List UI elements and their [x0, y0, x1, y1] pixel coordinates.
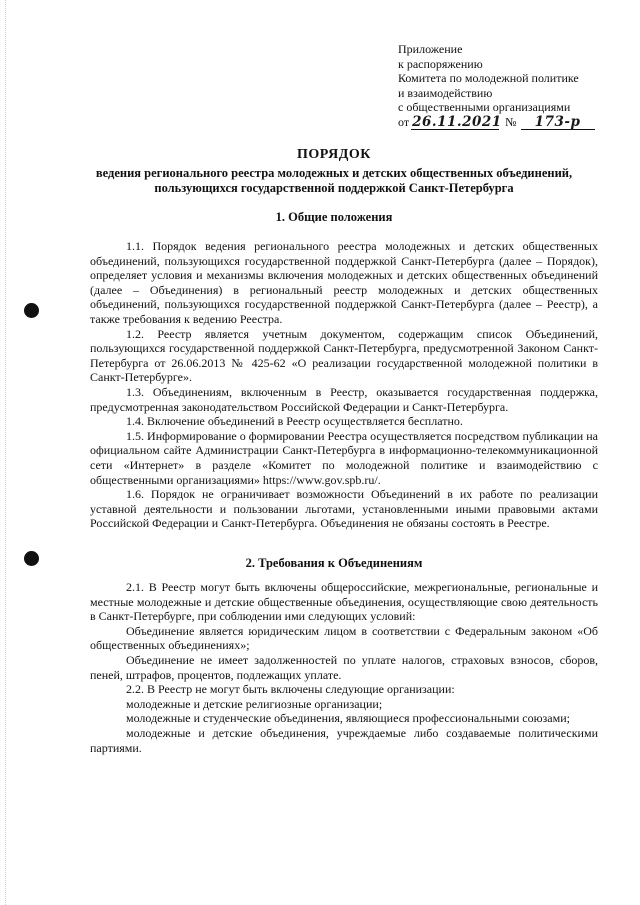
appendix-block [398, 42, 595, 130]
appendix-line-1: Приложение [398, 42, 463, 56]
appendix-date-line [398, 115, 595, 130]
paragraph-2-1: 2.1. В Реестр могут быть включены общероссийские, межрегиональные, региональные и местные молодежные и детские общественные объединения, осуществляющие свою деятельность в Санкт-Петербурге, при соблюдении ими следующих условий: [90, 580, 598, 624]
appendix-line-3: Комитета по молодежной политике [398, 71, 579, 86]
paragraph-1-2: 1.2. Реестр является учетным документом, содержащим список Объединений, пользующихся государственной поддержкой Санкт-Петербурга, предусмотренной Законом Санкт-Петербурга от 26.06.2013 № 425-62 «О реализации государственной молодежной политики в Санкт-Петербурге». [90, 326, 598, 385]
section-1-heading: 1. Общие положения [275, 210, 393, 224]
punch-hole-bottom [24, 551, 39, 566]
section-2-heading: 2. Требования к Объединениям [245, 556, 423, 570]
paragraph-1-6: 1.6. Порядок не ограничивает возможности Объединений в их работе по реализации уставной деятельности и пользовании льготами, установленными иными правовыми актами Российской Федерации и Санкт-Петербурга. Объединения не обязаны состоять в Реестре. [90, 487, 598, 531]
appendix-line-4: и взаимодействию [398, 85, 493, 100]
paragraph-1-1: 1.1. Порядок ведения регионального реестра молодежных и детских общественных объединений, пользующихся государственной поддержкой Санкт-Петербурга (далее – Порядок), определяет условия и механизмы включения молодежных и детских общественных объединений (далее – Объединения) в региональный реестр молодежных и детских общественных объединений, пользующихся государственной поддержкой Санкт-Петербурга (далее – Реестр), а также требования к ведению Реестра. [90, 239, 598, 326]
document-title: ПОРЯДОК [297, 147, 371, 162]
paragraph-1-5: 1.5. Информирование о формировании Реестра осуществляется посредством публикации на официальном сайте Администрации Санкт-Петербурга в информационно-телекоммуникационной сети «Интернет» в разделе «Комитет по молодежной политике и взаимодействию с общественными организациями» https://www.gov.spb.ru/. [90, 428, 598, 487]
document-subtitle: ведения регионального реестра молодежных и детских общественных объединений, пользующихся государственной поддержкой Санкт-Петербурга [95, 166, 573, 195]
appendix-line-5: с общественными организациями [398, 100, 571, 115]
appendix-line-2: к распоряжению [398, 56, 483, 71]
paragraph-1-3: 1.3. Объединениям, включенным в Реестр, оказывается государственная поддержка, предусмотренная законодательством Российской Федерации и Санкт-Петербурга. [90, 384, 598, 414]
scan-edge [5, 0, 6, 905]
handwritten-number: 173-р [521, 115, 595, 130]
exclusion-unions: молодежные и студенческие объединения, являющиеся профессиональными союзами; [126, 711, 570, 726]
condition-no-debts: Объединение не имеет задолженностей по уплате налогов, страховых взносов, сборов, пеней, штрафов, процентов, подлежащих уплате. [90, 652, 598, 682]
handwritten-date: 26.11.2021 [412, 113, 502, 130]
exclusion-religious: молодежные и детские религиозные организации; [126, 696, 383, 711]
punch-hole-top [24, 303, 39, 318]
section-2-body [90, 580, 598, 755]
paragraph-2-2: 2.2. В Реестр не могут быть включены следующие организации: [126, 682, 455, 697]
date-prefix: от [398, 115, 410, 130]
section-1-body [90, 239, 598, 531]
condition-legal-entity: Объединение является юридическим лицом в соответствии с Федеральным законом «Об общественных объединениях»; [90, 623, 598, 653]
exclusion-political: молодежные и детские объединения, учреждаемые либо создаваемые политическими партиями. [90, 725, 598, 755]
number-prefix: № [505, 115, 517, 130]
paragraph-1-4: 1.4. Включение объединений в Реестр осуществляется бесплатно. [126, 414, 463, 429]
